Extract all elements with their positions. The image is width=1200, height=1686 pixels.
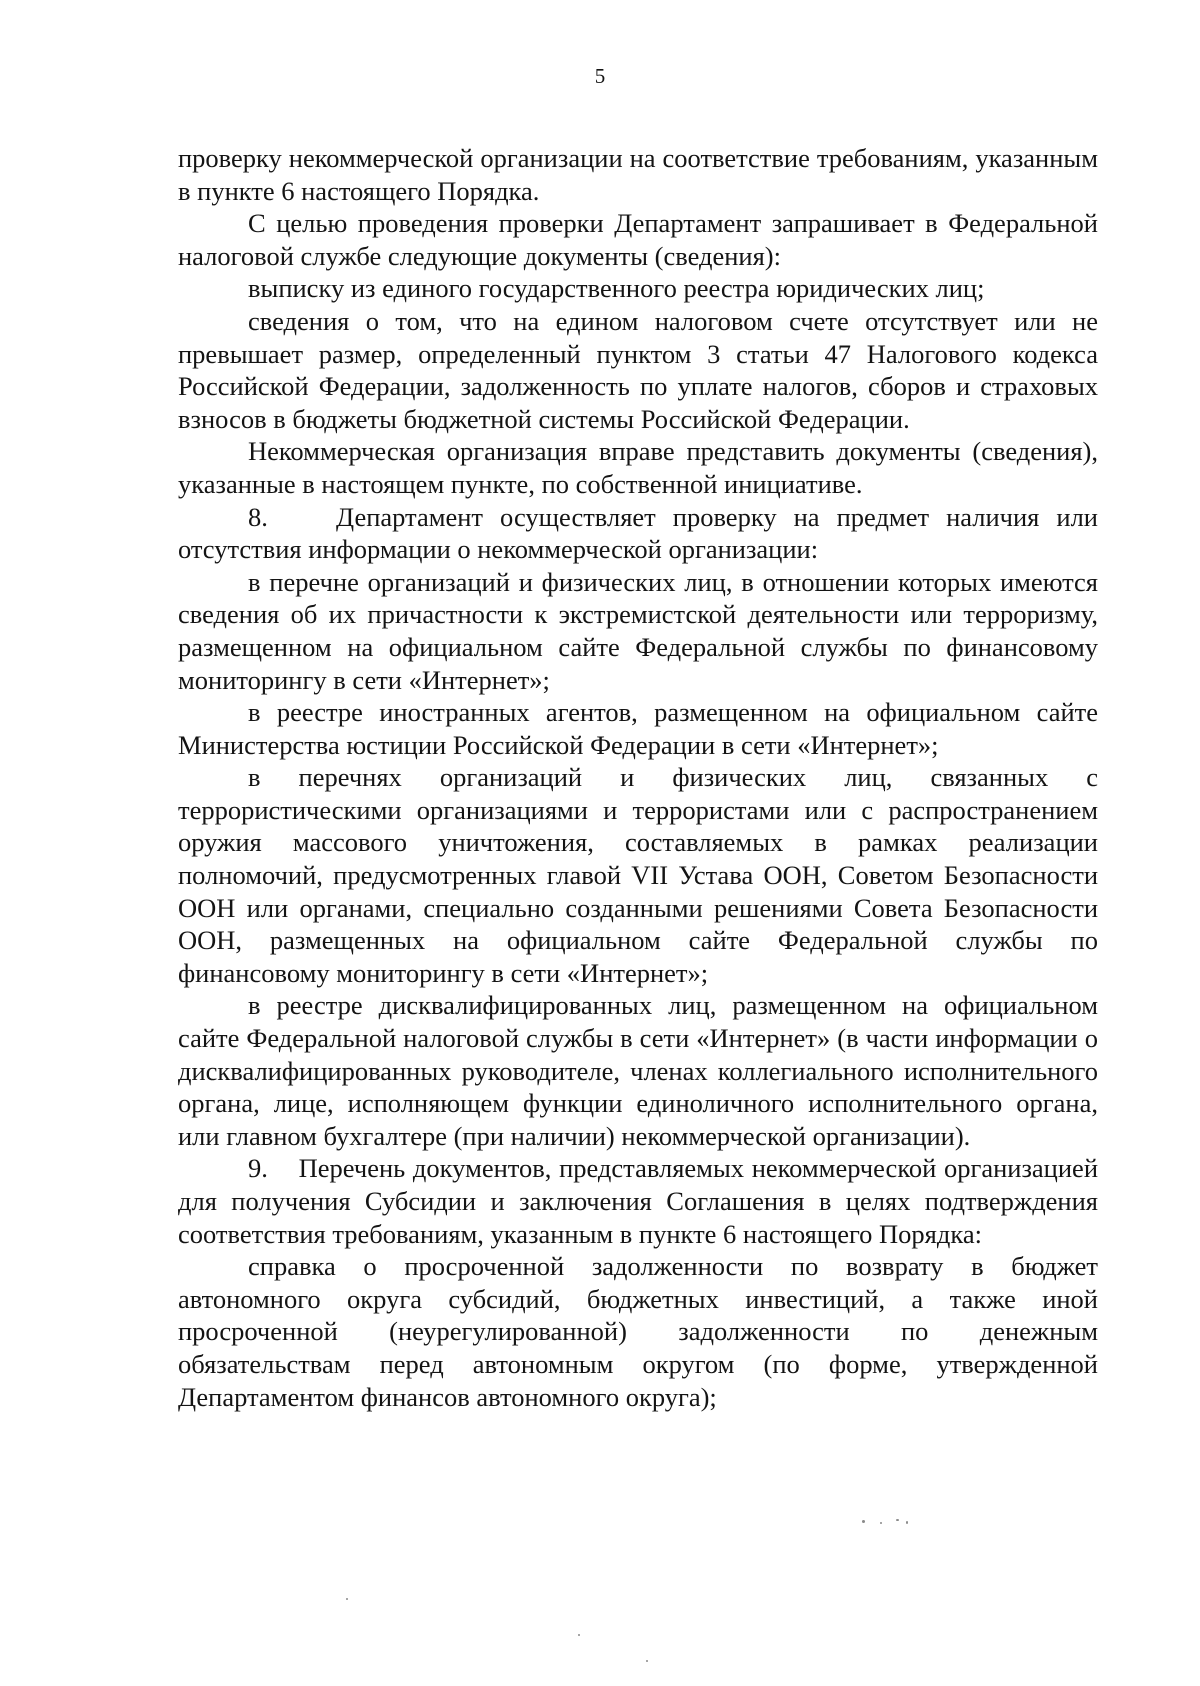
paragraph-extremism-list: в перечне организаций и физических лиц, в отношении которых имеются сведения об их причастности к экстремистской деятельности или терроризму, размещенном на официальном сайте Федеральной службы по финансовому мониторингу в сети «Интернет»; bbox=[178, 566, 1098, 695]
scan-artifact bbox=[906, 1521, 908, 1524]
paragraph-tax-debt-info: сведения о том, что на едином налоговом счете отсутствует или не превышает размер, определенный пунктом 3 статьи 47 Налогового кодекса Российской Федерации, задолженность по уплате налогов, сборов и страховых взносов в бюджеты бюджетной системы Российской Федерации. bbox=[178, 305, 1098, 434]
scan-artifact bbox=[346, 1598, 348, 1600]
paragraph-own-initiative: Некоммерческая организация вправе представить документы (сведения), указанные в настоящем пункте, по собственной инициативе. bbox=[178, 436, 1098, 499]
scan-artifact bbox=[862, 1520, 865, 1523]
scan-artifact bbox=[896, 1519, 899, 1521]
document-body bbox=[178, 142, 1098, 1413]
paragraph-continuation: проверку некоммерческой организации на соответствие требованиям, указанным в пункте 6 настоящего Порядка. bbox=[178, 143, 1098, 206]
paragraph-foreign-agents-registry: в реестре иностранных агентов, размещенном на официальном сайте Министерства юстиции Российской Федерации в сети «Интернет»; bbox=[178, 697, 1098, 760]
scan-artifact bbox=[646, 1660, 648, 1662]
scan-artifact bbox=[880, 1522, 882, 1524]
paragraph-disqualified-persons: в реестре дисквалифицированных лиц, размещенном на официальном сайте Федеральной налоговой службы в сети «Интернет» (в части информации о дисквалифицированных руководителе, членах коллегиального исполнительного органа, лице, исполняющем функции единоличного исполнительного органа, или главном бухгалтере (при наличии) некоммерческой организации). bbox=[178, 990, 1098, 1151]
paragraph-overdue-debt-certificate: справка о просроченной задолженности по возврату в бюджет автономного округа субсидий, бюджетных инвестиций, а также иной просроченной (неурегулированной) задолженности по денежным обязательствам перед автономным округом (по форме, утвержденной Департаментом финансов автономного округа); bbox=[178, 1251, 1098, 1412]
paragraph-terrorism-lists: в перечнях организаций и физических лиц, связанных с террористическими организациями и террористами или с распространением оружия массового уничтожения, составляемых в рамках реализации полномочий, предусмотренных главой VII Устава ООН, Советом Безопасности ООН или органами, специально созданными решениями Совета Безопасности ООН, размещенных на официальном сайте Федеральной службы по финансовому мониторингу в сети «Интернет»; bbox=[178, 762, 1098, 988]
paragraph-registry-extract: выписку из единого государственного реестра юридических лиц; bbox=[248, 273, 985, 304]
page-number: 5 bbox=[594, 64, 606, 88]
paragraph-verification-request: С целью проведения проверки Департамент запрашивает в Федеральной налоговой службе следующие документы (сведения): bbox=[178, 208, 1098, 271]
paragraph-item-8: 8. Департамент осуществляет проверку на предмет наличия или отсутствия информации о некоммерческой организации: bbox=[178, 501, 1098, 565]
scan-artifact bbox=[578, 1634, 580, 1636]
paragraph-item-9: 9. Перечень документов, представляемых некоммерческой организацией для получения Субсидии и заключения Соглашения в целях подтверждения соответствия требованиям, указанным в пункте 6 настоящего Порядка: bbox=[178, 1153, 1098, 1249]
